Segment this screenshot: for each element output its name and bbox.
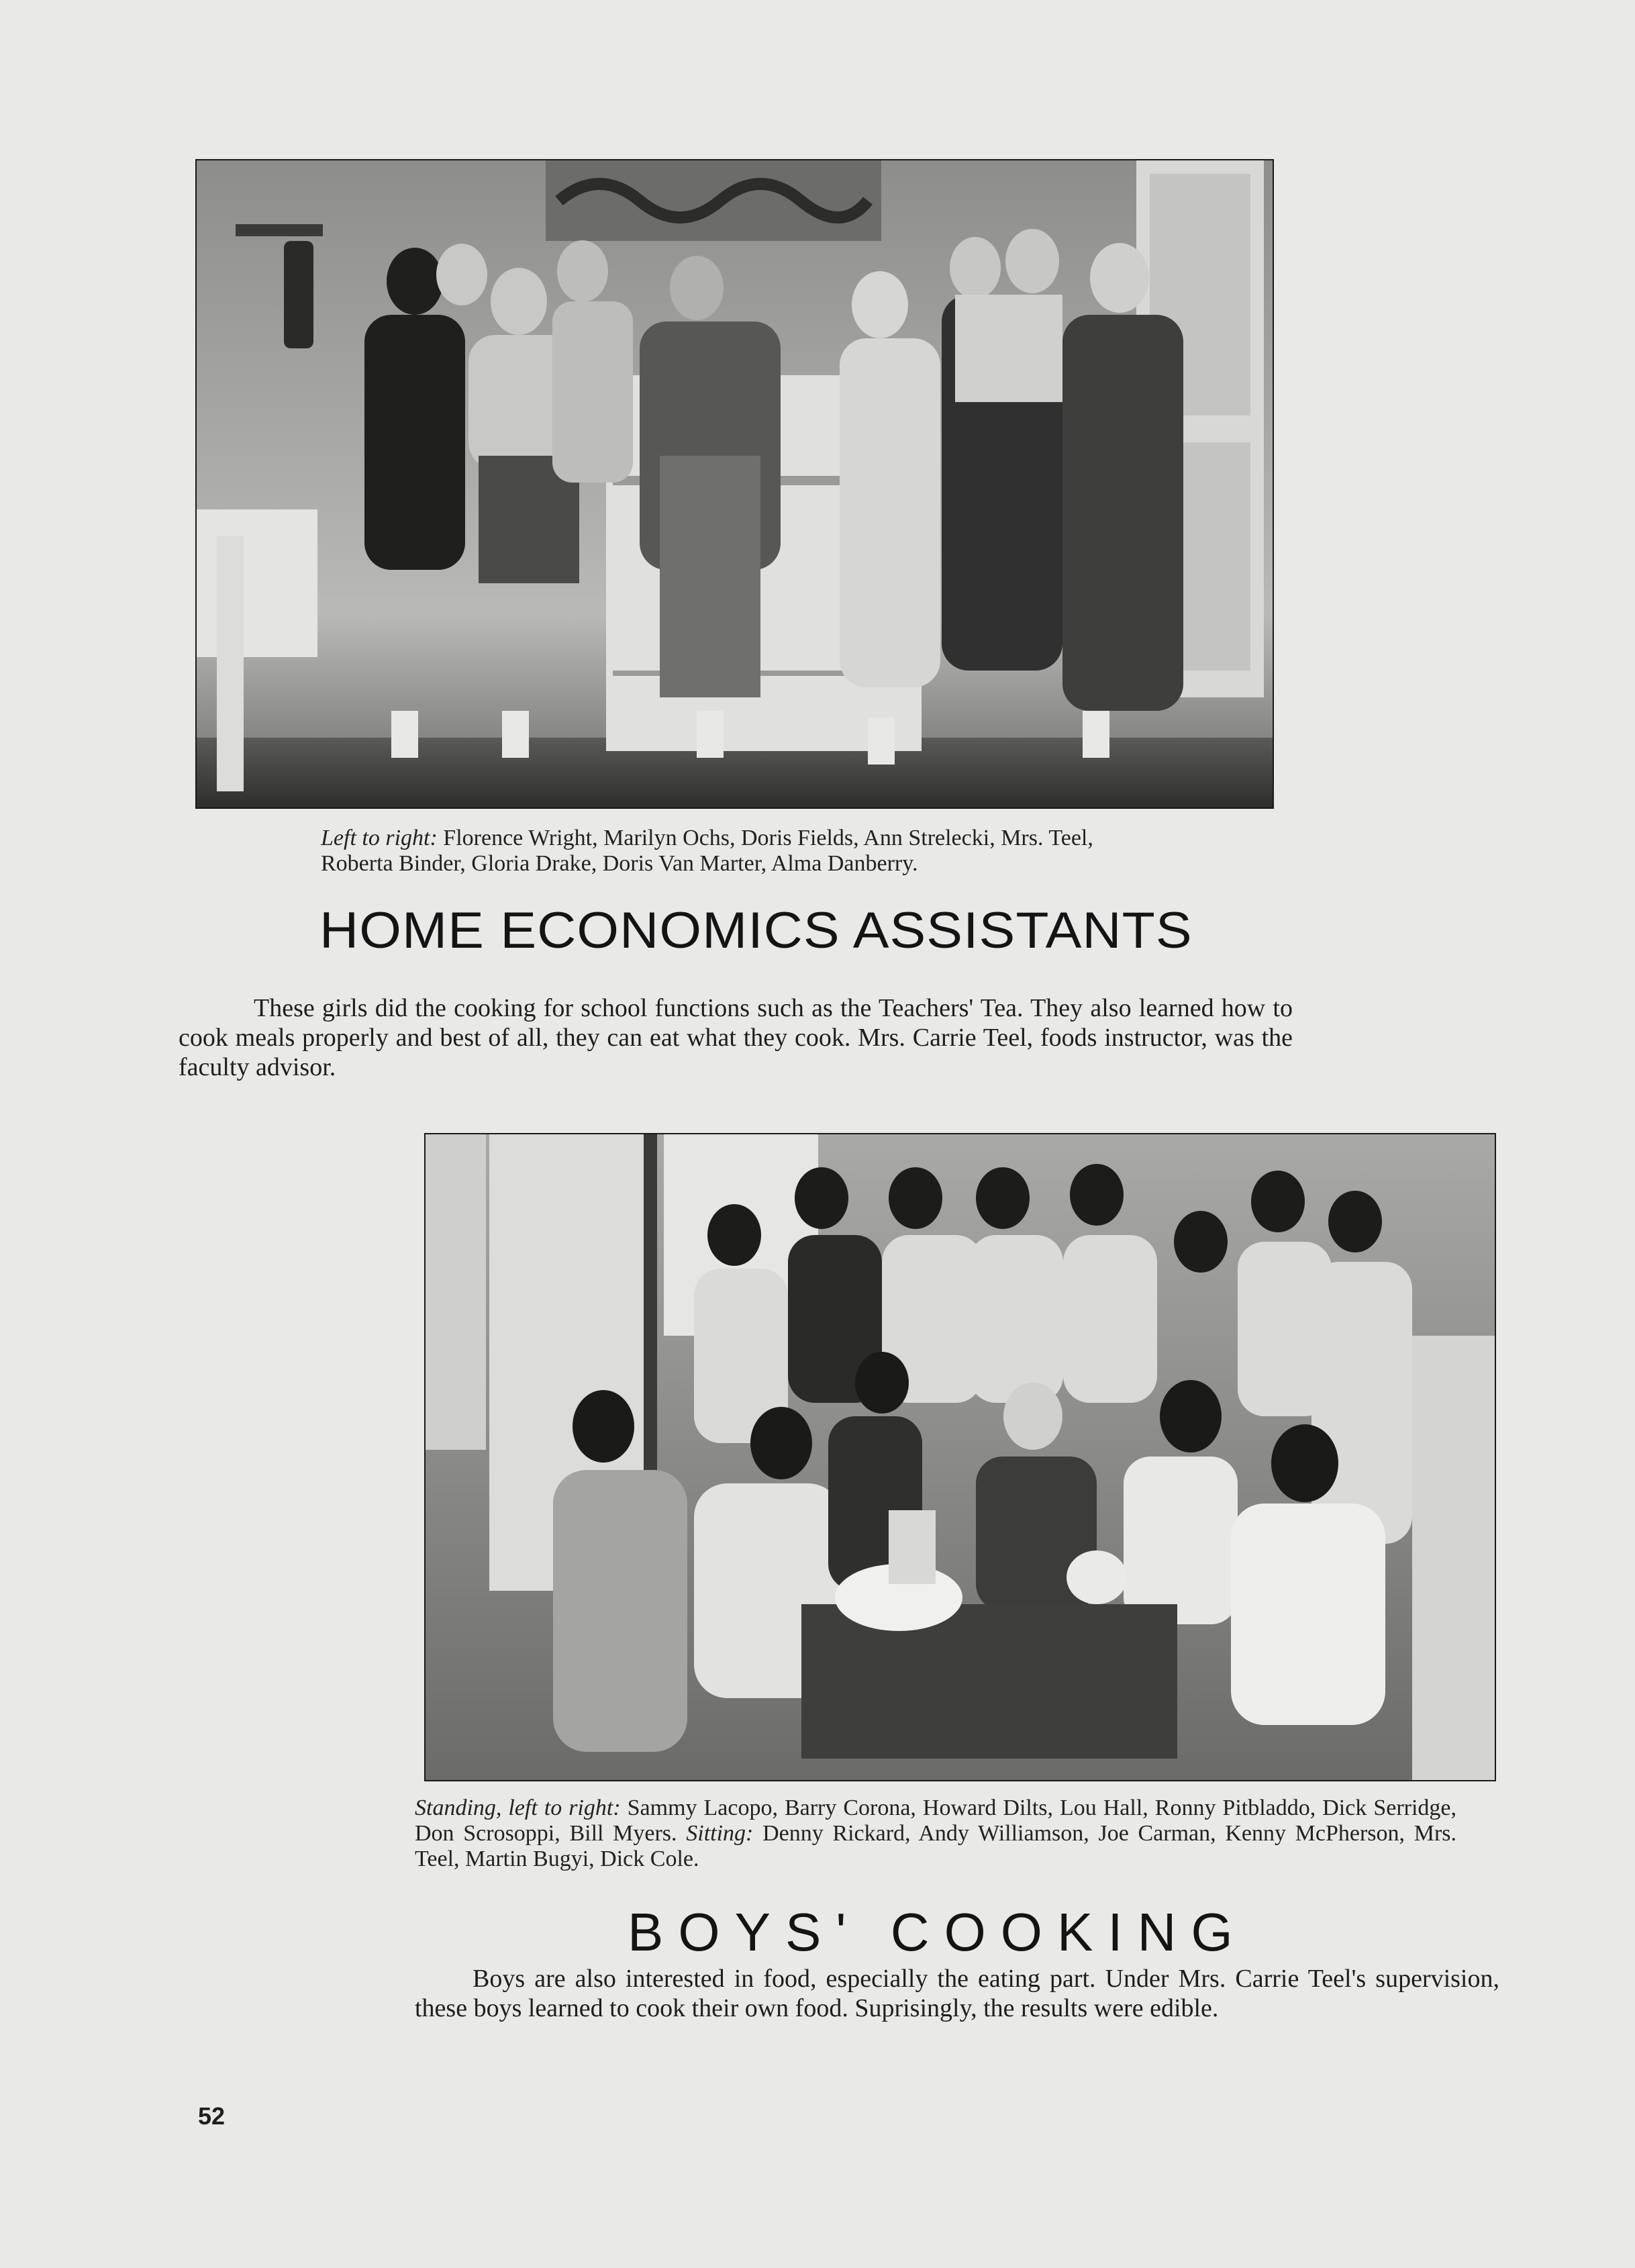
- caption-sitting-names: Denny Rickard, Andy Williamson, Joe Carman, Kenny McPherson, Mrs. Teel, Martin Bugyi, Dick Cole.: [415, 1821, 1457, 1871]
- page-number: 52: [198, 2102, 226, 2130]
- home-economics-body: These girls did the cooking for school functions such as the Teachers' Tea. They also learned how to cook meals properly and best of all, they can eat what they cook. Mrs. Carrie Teel, foods instructor, was the faculty advisor.: [179, 994, 1293, 1081]
- boys-cooking-photo: [424, 1133, 1496, 1781]
- caption-lead: Left to right:: [321, 826, 438, 850]
- caption-names: Florence Wright, Marilyn Ochs, Doris Fields, Ann Strelecki, Mrs. Teel, Roberta Binder, Gloria Drake, Doris Van Marter, Alma Danberry.: [321, 826, 1093, 876]
- home-economics-photo: [195, 159, 1274, 809]
- home-economics-heading: HOME ECONOMICS ASSISTANTS: [319, 902, 1193, 959]
- home-economics-caption: [321, 826, 1153, 877]
- boys-cooking-caption: [415, 1795, 1456, 1872]
- caption-lead-sitting: Sitting:: [686, 1821, 754, 1846]
- caption-lead-standing: Standing, left to right:: [415, 1795, 621, 1820]
- boys-cooking-photo-image: [426, 1134, 1495, 1780]
- boys-cooking-body: Boys are also interested in food, especially the eating part. Under Mrs. Carrie Teel's supervision, these boys learned to cook their own food. Suprisingly, the results were edible.: [415, 1965, 1499, 2022]
- home-economics-photo-image: [197, 160, 1273, 807]
- caption-standing-names: Sammy Lacopo, Barry Corona, Howard Dilts, Lou Hall, Ronny Pitbladdo, Dick Serridge, Don Scrosoppi, Bill Myers.: [415, 1795, 1456, 1846]
- boys-cooking-heading: BOYS' COOKING: [628, 1902, 1248, 1962]
